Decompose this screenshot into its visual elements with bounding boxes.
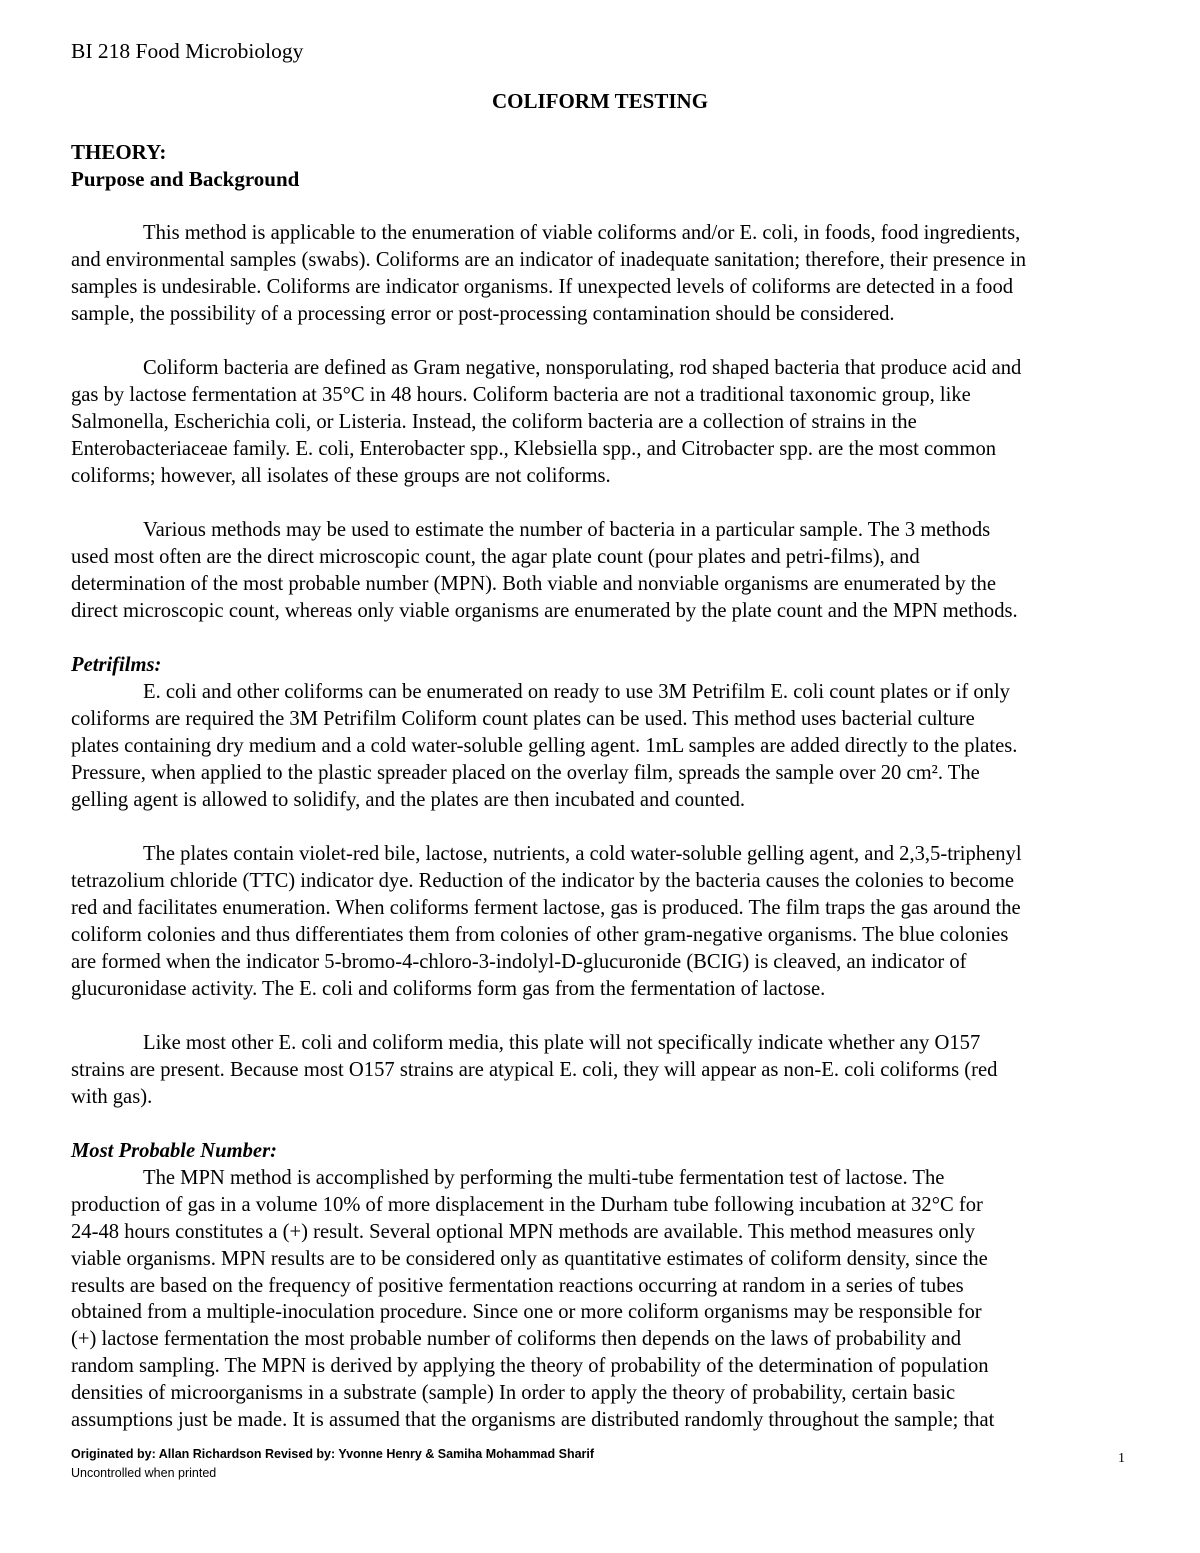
text-line: (+) lactose fermentation the most probable number of coliforms then depends on the laws of probability and [71, 1328, 962, 1351]
text-line: densities of microorganisms in a substrate (sample) In order to apply the theory of probability, certain basic [71, 1382, 956, 1405]
text-line: results are based on the frequency of positive fermentation reactions occurring at random in a series of tubes [71, 1274, 964, 1297]
text-line: viable organisms. MPN results are to be considered only as quantitative estimates of coliform density, since the [71, 1247, 988, 1270]
text-line: tetrazolium chloride (TTC) indicator dye. Reduction of the indicator by the bacteria causes the colonies to become [71, 869, 1014, 892]
text-line: Coliform bacteria are defined as Gram negative, nonsporulating, rod shaped bacteria that produce acid and [143, 357, 1022, 379]
text-line: obtained from a multiple-inoculation procedure. Since one or more coliform organisms may be responsible for [71, 1301, 982, 1324]
page-number: 1 [1118, 1451, 1125, 1466]
text-line: production of gas in a volume 10% of more displacement in the Durham tube following incubation at 32°C for [71, 1193, 983, 1216]
text-line: strains are present. Because most O157 strains are atypical E. coli, they will appear as non-E. coli coliforms (red [71, 1058, 998, 1081]
text-line: Various methods may be used to estimate the number of bacteria in a particular sample. The 3 methods [143, 519, 991, 541]
footer-originated: Originated by: Allan Richardson Revised by: Yvonne Henry & Samiha Mohammad Sharif [71, 1447, 595, 1461]
section-petrifilms [71, 652, 1017, 813]
text-line: 24-48 hours constitutes a (+) result. Several optional MPN methods are available. This method measures only [71, 1220, 976, 1243]
section-mpn [71, 1138, 994, 1434]
text-line: are formed when the indicator 5-bromo-4-chloro-3-indolyl-D-glucuronide (BCIG) is cleaved, an indicator of [71, 950, 967, 973]
text-line: Pressure, when applied to the plastic spreader placed on the overlay film, spreads the sample over 20 cm². The [71, 761, 980, 784]
paragraph-methods [71, 517, 1018, 625]
text-line: assumptions just be made. It is assumed that the organisms are distributed randomly throughout the sample; that [71, 1409, 995, 1432]
text-line: glucuronidase activity. The E. coli and coliforms form gas from the fermentation of lactose. [71, 977, 826, 1000]
purpose-heading: Purpose and Background [71, 167, 300, 191]
paragraph-purpose [71, 220, 1026, 328]
text-line: used most often are the direct microscopic count, the agar plate count (pour plates and petri-films), and [71, 545, 920, 568]
text-line: coliform colonies and thus differentiates them from colonies of other gram-negative organisms. The blue colonies [71, 923, 1009, 946]
text-line: gas by lactose fermentation at 35°C in 48 hours. Coliform bacteria are not a traditional taxonomic group, like [71, 383, 971, 406]
text-line: with gas). [71, 1085, 153, 1108]
text-line: gelling agent is allowed to solidify, and the plates are then incubated and counted. [71, 788, 746, 811]
document-title: COLIFORM TESTING [491, 89, 709, 113]
text-line: red and facilitates enumeration. When coliforms ferment lactose, gas is produced. The film traps the gas around the [71, 896, 1021, 919]
text-line: Salmonella, Escherichia coli, or Listeria. Instead, the coliform bacteria are a collection of strains in the [71, 410, 917, 433]
text-line: samples is undesirable. Coliforms are indicator organisms. If unexpected levels of coliforms are detected in a food [71, 275, 1014, 298]
paragraph-o157 [71, 1030, 997, 1111]
text-line: sample, the possibility of a processing error or post-processing contamination should be considered. [71, 302, 895, 325]
text-line: random sampling. The MPN is derived by applying the theory of probability of the determination of population [71, 1355, 989, 1378]
paragraph-coliform-definition [71, 355, 1021, 490]
text-line: and environmental samples (swabs). Coliforms are an indicator of inadequate sanitation; therefore, their presence in [71, 248, 1026, 271]
text-line: E. coli and other coliforms can be enumerated on ready to use 3M Petrifilm E. coli count plates or if only [143, 680, 1010, 703]
petrifilms-heading: Petrifilms: [71, 654, 162, 676]
paragraph-plate-contents [71, 841, 1022, 1002]
text-line: coliforms; however, all isolates of these groups are not coliforms. [71, 464, 611, 487]
mpn-heading: Most Probable Number: [71, 1140, 277, 1162]
theory-heading: THEORY: [71, 140, 167, 164]
text-line: plates containing dry medium and a cold water-soluble gelling agent. 1mL samples are added directly to the plates. [71, 734, 1018, 757]
text-line: Enterobacteriaceae family. E. coli, Enterobacter spp., Klebsiella spp., and Citrobacter spp. are the most common [71, 437, 997, 460]
text-line: Like most other E. coli and coliform media, this plate will not specifically indicate whether any O157 [143, 1032, 981, 1054]
text-line: direct microscopic count, whereas only viable organisms are enumerated by the plate count and the MPN methods. [71, 599, 1018, 622]
text-line: The MPN method is accomplished by performing the multi-tube fermentation test of lactose. The [143, 1166, 945, 1189]
text-line: coliforms are required the 3M Petrifilm Coliform count plates can be used. This method uses bacterial culture [71, 707, 975, 730]
text-line: determination of the most probable number (MPN). Both viable and nonviable organisms are enumerated by the [71, 572, 996, 595]
footer-uncontrolled: Uncontrolled when printed [71, 1466, 217, 1480]
text-line: The plates contain violet-red bile, lactose, nutrients, a cold water-soluble gelling agent, and 2,3,5-triphenyl [143, 843, 1022, 865]
course-header: BI 218 Food Microbiology [71, 39, 304, 63]
text-line: This method is applicable to the enumeration of viable coliforms and/or E. coli, in foods, food ingredients, [143, 222, 1021, 244]
